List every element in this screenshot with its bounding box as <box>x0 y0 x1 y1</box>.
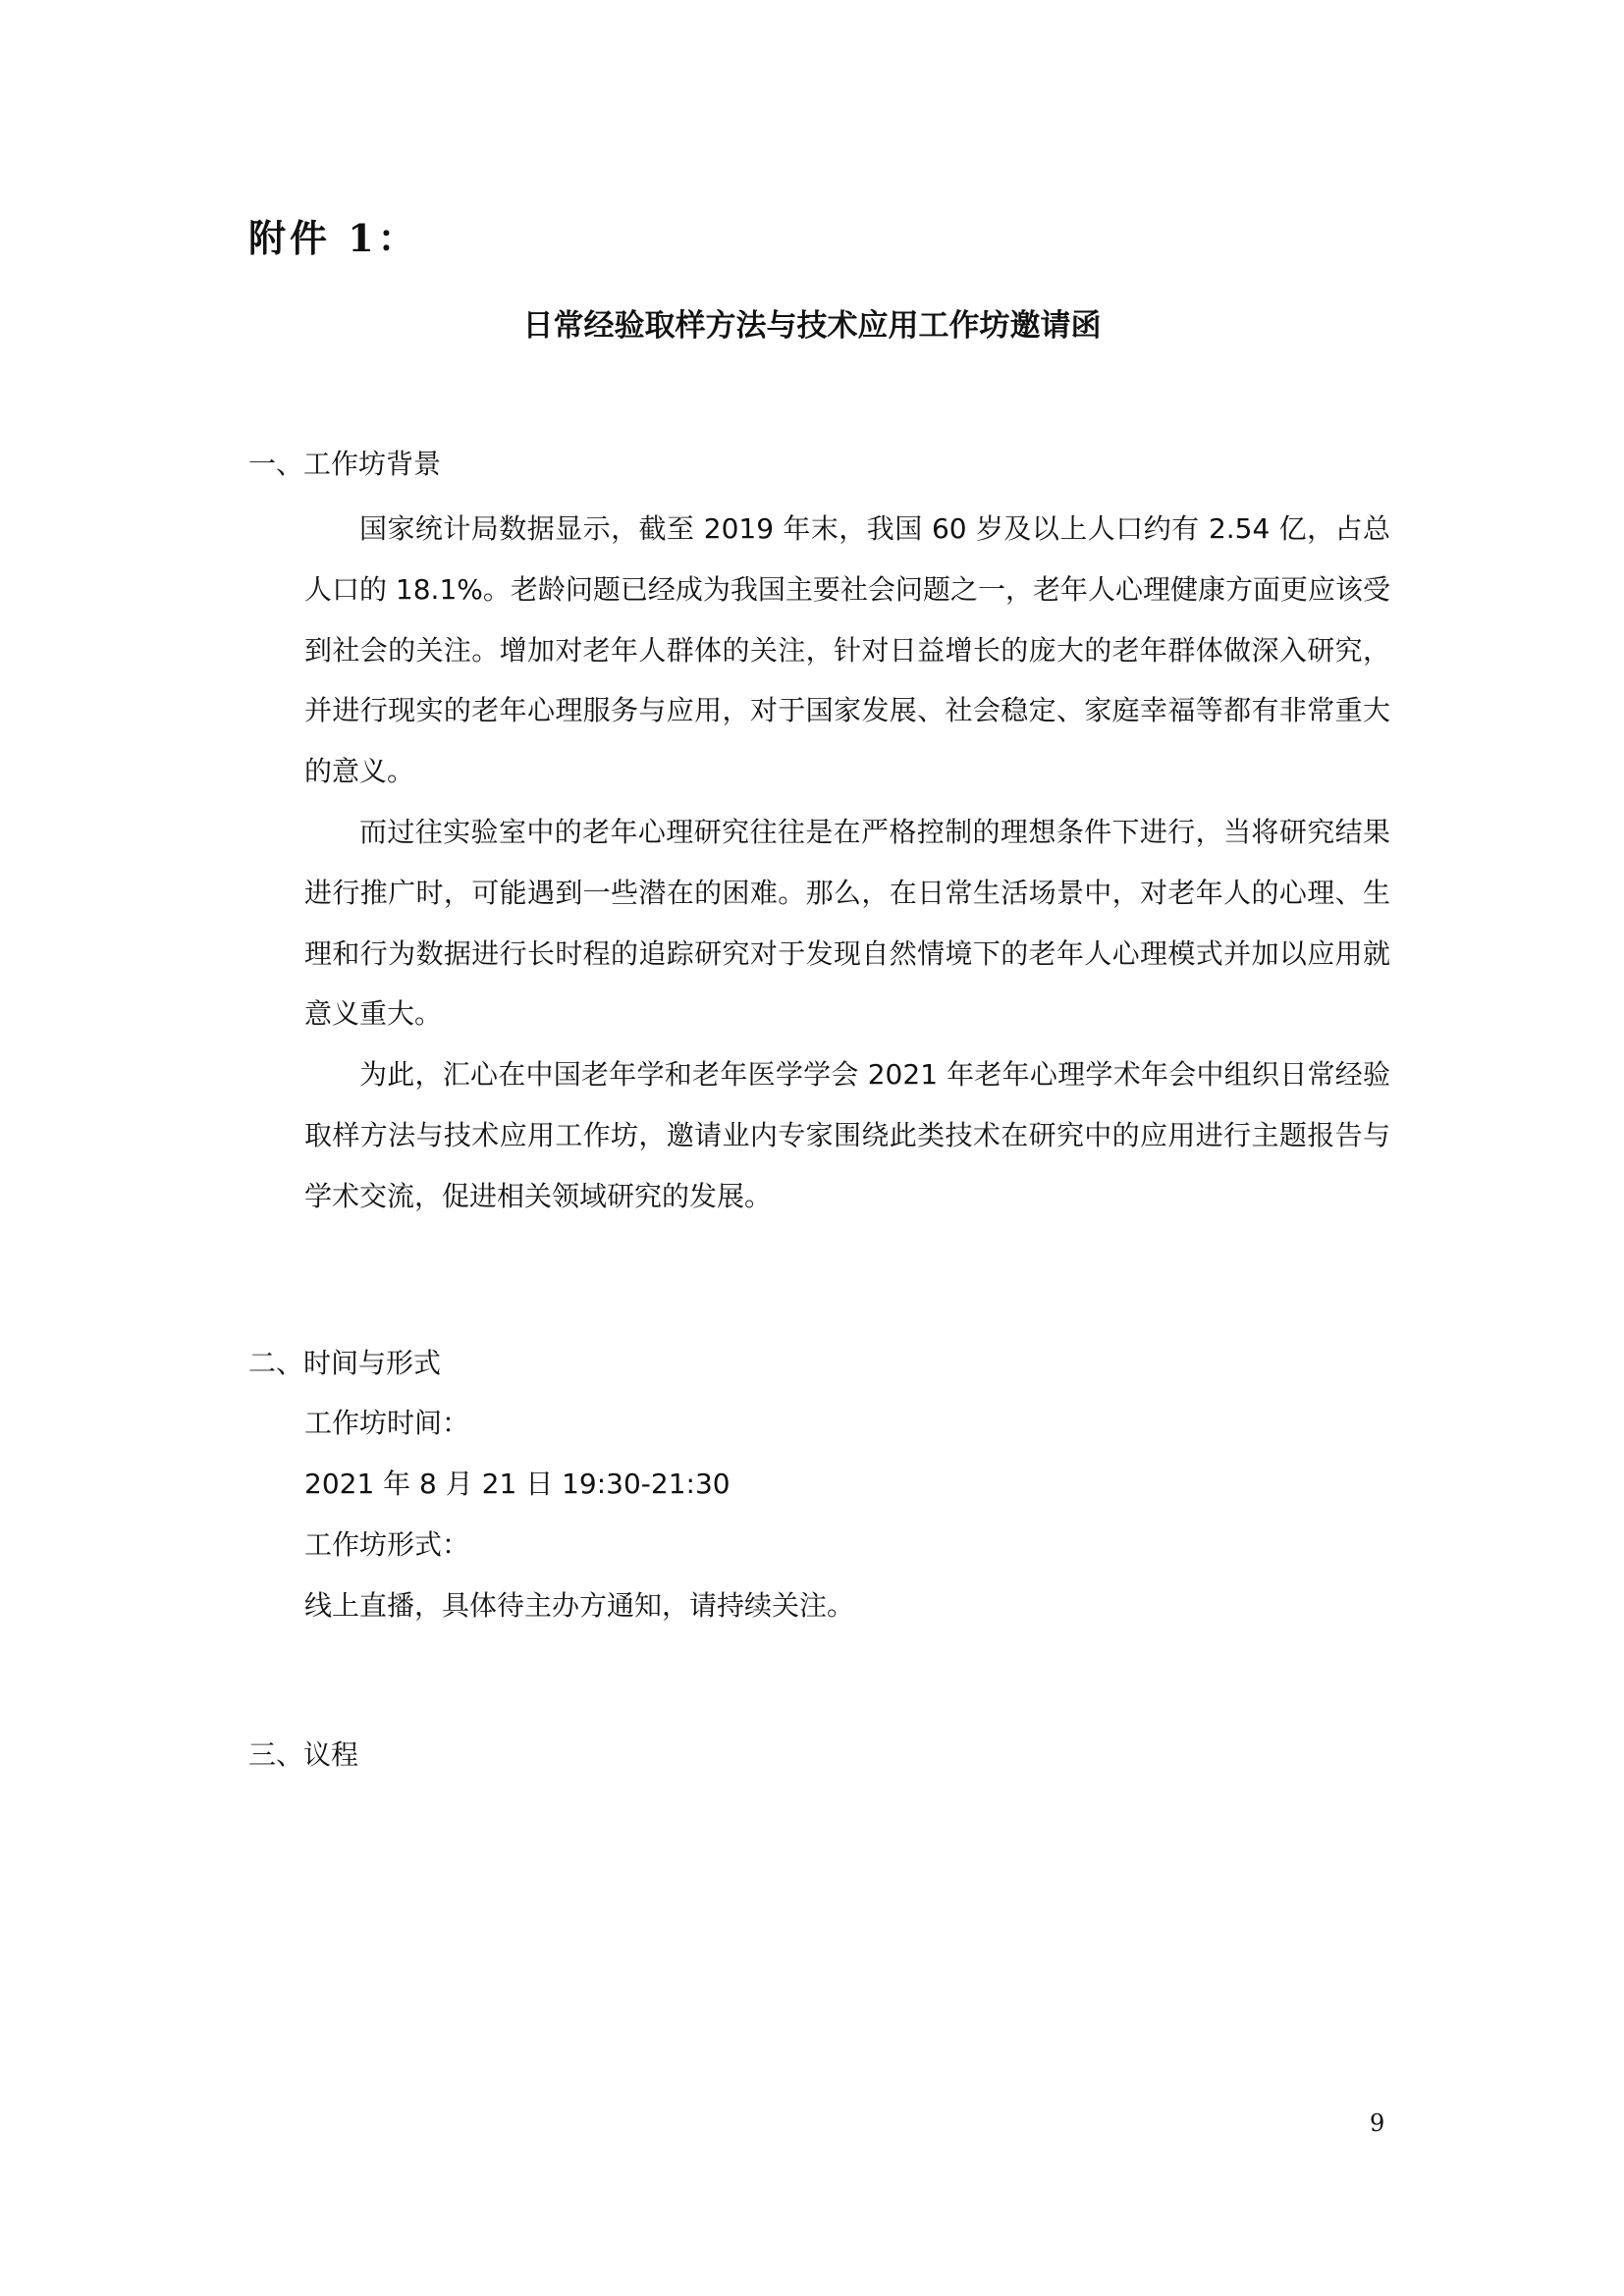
section-heading-time-format: 二、时间与形式 <box>248 1347 442 1379</box>
page-number: 9 <box>1370 2109 1385 2137</box>
section-heading-agenda: 三、议程 <box>248 1738 359 1771</box>
document-title: 日常经验取样方法与技术应用工作坊邀请函 <box>522 308 1102 344</box>
workshop-time-value: 2021 年 8 月 21 日 19:30-21:30 <box>304 1468 731 1500</box>
section-heading-background: 一、工作坊背景 <box>248 448 442 480</box>
background-paragraph-1: 国家统计局数据显示，截至 2019 年末，我国 60 岁及以上人口约有 2.54 亿，占总人口的 18.1%。老龄问题已经成为我国主要社会问题之一，老年人心理健康方面更应该受到社会的关注。增加对老年人群体的关注，针对日益增长的庞大的老年群体做深入研究，并进行现实的老年心理服务与应用，对于国家发展、社会稳定、家庭幸福等都有非常重大的意义。 <box>304 512 1390 788</box>
workshop-format-value: 线上直播，具体待主办方通知，请持续关注。 <box>304 1589 855 1622</box>
workshop-time-label: 工作坊时间： <box>304 1407 470 1439</box>
attachment-label: 附件 1： <box>248 216 419 260</box>
background-paragraph-3: 为此，汇心在中国老年学和老年医学学会 2021 年老年心理学术年会中组织日常经验取样方法与技术应用工作坊，邀请业内专家围绕此类技术在研究中的应用进行主题报告与学术交流，促进相关领域研究的发展。 <box>304 1058 1390 1212</box>
workshop-format-label: 工作坊形式： <box>304 1528 470 1561</box>
background-paragraph-2: 而过往实验室中的老年心理研究往往是在严格控制的理想条件下进行，当将研究结果进行推广时，可能遇到一些潜在的困难。那么，在日常生活场景中，对老年人的心理、生理和行为数据进行长时程的追踪研究对于发现自然情境下的老年人心理模式并加以应用就意义重大。 <box>304 816 1390 1031</box>
